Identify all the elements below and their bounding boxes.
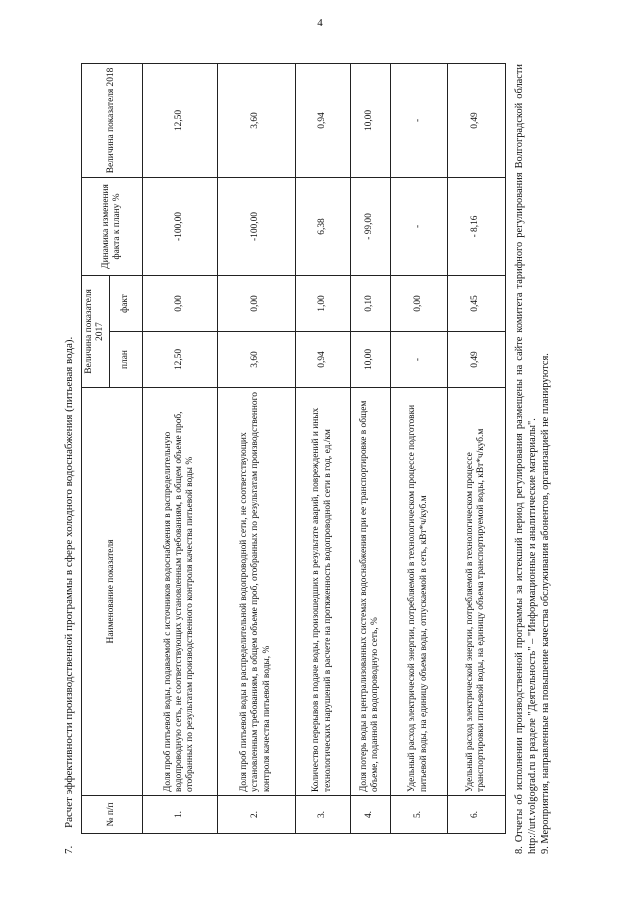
cell-num: 5. <box>390 796 447 834</box>
rotated-content <box>59 64 579 854</box>
cell-fact: 0,45 <box>447 275 505 331</box>
cell-value-2018: - <box>390 63 447 177</box>
header-value-2018: Величина показателя 2018 <box>82 63 143 177</box>
cell-value-2018: 0,94 <box>295 63 350 177</box>
cell-dynamics: -100,00 <box>142 177 217 275</box>
section-number: 7. <box>63 845 75 854</box>
table-row <box>390 63 447 833</box>
footnote-8: 8. Отчеты об исполнении производственной программы за истекший период регулирования размещены на сайте комитета тарифного регулирования Волгоградской области http://urt.volgograd.ru в разделе "Деятельность" – "Информационные и аналитические материалы". <box>514 64 538 854</box>
cell-fact: 1,00 <box>295 275 350 331</box>
header-value-2017: Величина показателя 2017 <box>82 275 110 387</box>
section-title-text: Расчет эффективности производственной программы в сфере холодного водоснабжения (питьевая вода). <box>63 336 75 828</box>
table-row <box>217 63 295 833</box>
cell-fact: 0,10 <box>350 275 390 331</box>
header-num: № п/п <box>82 796 143 834</box>
cell-plan: 3,60 <box>217 332 295 388</box>
cell-plan: 10,00 <box>350 332 390 388</box>
efficiency-table <box>81 63 506 834</box>
footnote-9: 9. Мероприятия, направленные на повышение качества обслуживания абонентов, организацией не планируются. <box>540 353 551 854</box>
table-row <box>295 63 350 833</box>
cell-num: 2. <box>217 796 295 834</box>
page-number: 4 <box>317 17 323 29</box>
cell-name: Удельный расход электрической энергии, потребляемой в технологическом процессе подготовки питьевой воды, на единицу объема воды, отпускаемой в сеть, кВт*ч/куб.м <box>390 388 447 796</box>
cell-value-2018: 0,49 <box>447 63 505 177</box>
cell-name: Количество перерывов в подаче воды, произошедших в результате аварий, повреждений и иных технологических нарушений в расчете на протяженность водопроводной сети в год, ед./км <box>295 388 350 796</box>
cell-num: 6. <box>447 796 505 834</box>
cell-name: Удельный расход электрической энергии, потребляемой в технологическом процессе транспортировки питьевой воды, на единицу объема транспортируемой воды, кВт*ч/куб.м <box>447 388 505 796</box>
header-name: Наименование показателя <box>82 388 143 796</box>
cell-dynamics: - 8,16 <box>447 177 505 275</box>
header-plan: план <box>109 332 142 388</box>
cell-name: Доля проб питьевой воды, подаваемой с источников водоснабжения в распределительную водопроводную сеть, не соответствующих установленным требованиям, в общем объеме проб, отобранных по результатам производственного контроля качества питьевой воды % <box>142 388 217 796</box>
cell-value-2018: 12,50 <box>142 63 217 177</box>
cell-name: Доля проб питьевой воды в распределительной водопроводной сети, не соответствующих установленным требованиям, в общем объеме проб, отобранных по результатам производственного контроля качества питьевой воды, % <box>217 388 295 796</box>
header-fact: факт <box>109 275 142 331</box>
header-dynamics: Динамика изменения факта к плану % <box>82 177 143 275</box>
cell-plan: 12,50 <box>142 332 217 388</box>
cell-num: 4. <box>350 796 390 834</box>
cell-dynamics: -100,00 <box>217 177 295 275</box>
section-title <box>59 64 79 854</box>
cell-value-2018: 3,60 <box>217 63 295 177</box>
cell-plan: - <box>390 332 447 388</box>
cell-num: 3. <box>295 796 350 834</box>
cell-plan: 0,94 <box>295 332 350 388</box>
cell-fact: 0,00 <box>217 275 295 331</box>
footnotes <box>513 64 552 854</box>
table-row <box>350 63 390 833</box>
cell-dynamics: - <box>390 177 447 275</box>
cell-name: Доля потерь воды в централизованных системах водоснабжения при ее транспортировке в общем объеме, поданной в водопроводную сеть, % <box>350 388 390 796</box>
cell-dynamics: 6,38 <box>295 177 350 275</box>
cell-num: 1. <box>142 796 217 834</box>
table-row <box>142 63 217 833</box>
cell-plan: 0,49 <box>447 332 505 388</box>
cell-dynamics: - 99,00 <box>350 177 390 275</box>
cell-fact: 0,00 <box>142 275 217 331</box>
cell-value-2018: 10,00 <box>350 63 390 177</box>
cell-fact: 0,00 <box>390 275 447 331</box>
table-row <box>447 63 505 833</box>
